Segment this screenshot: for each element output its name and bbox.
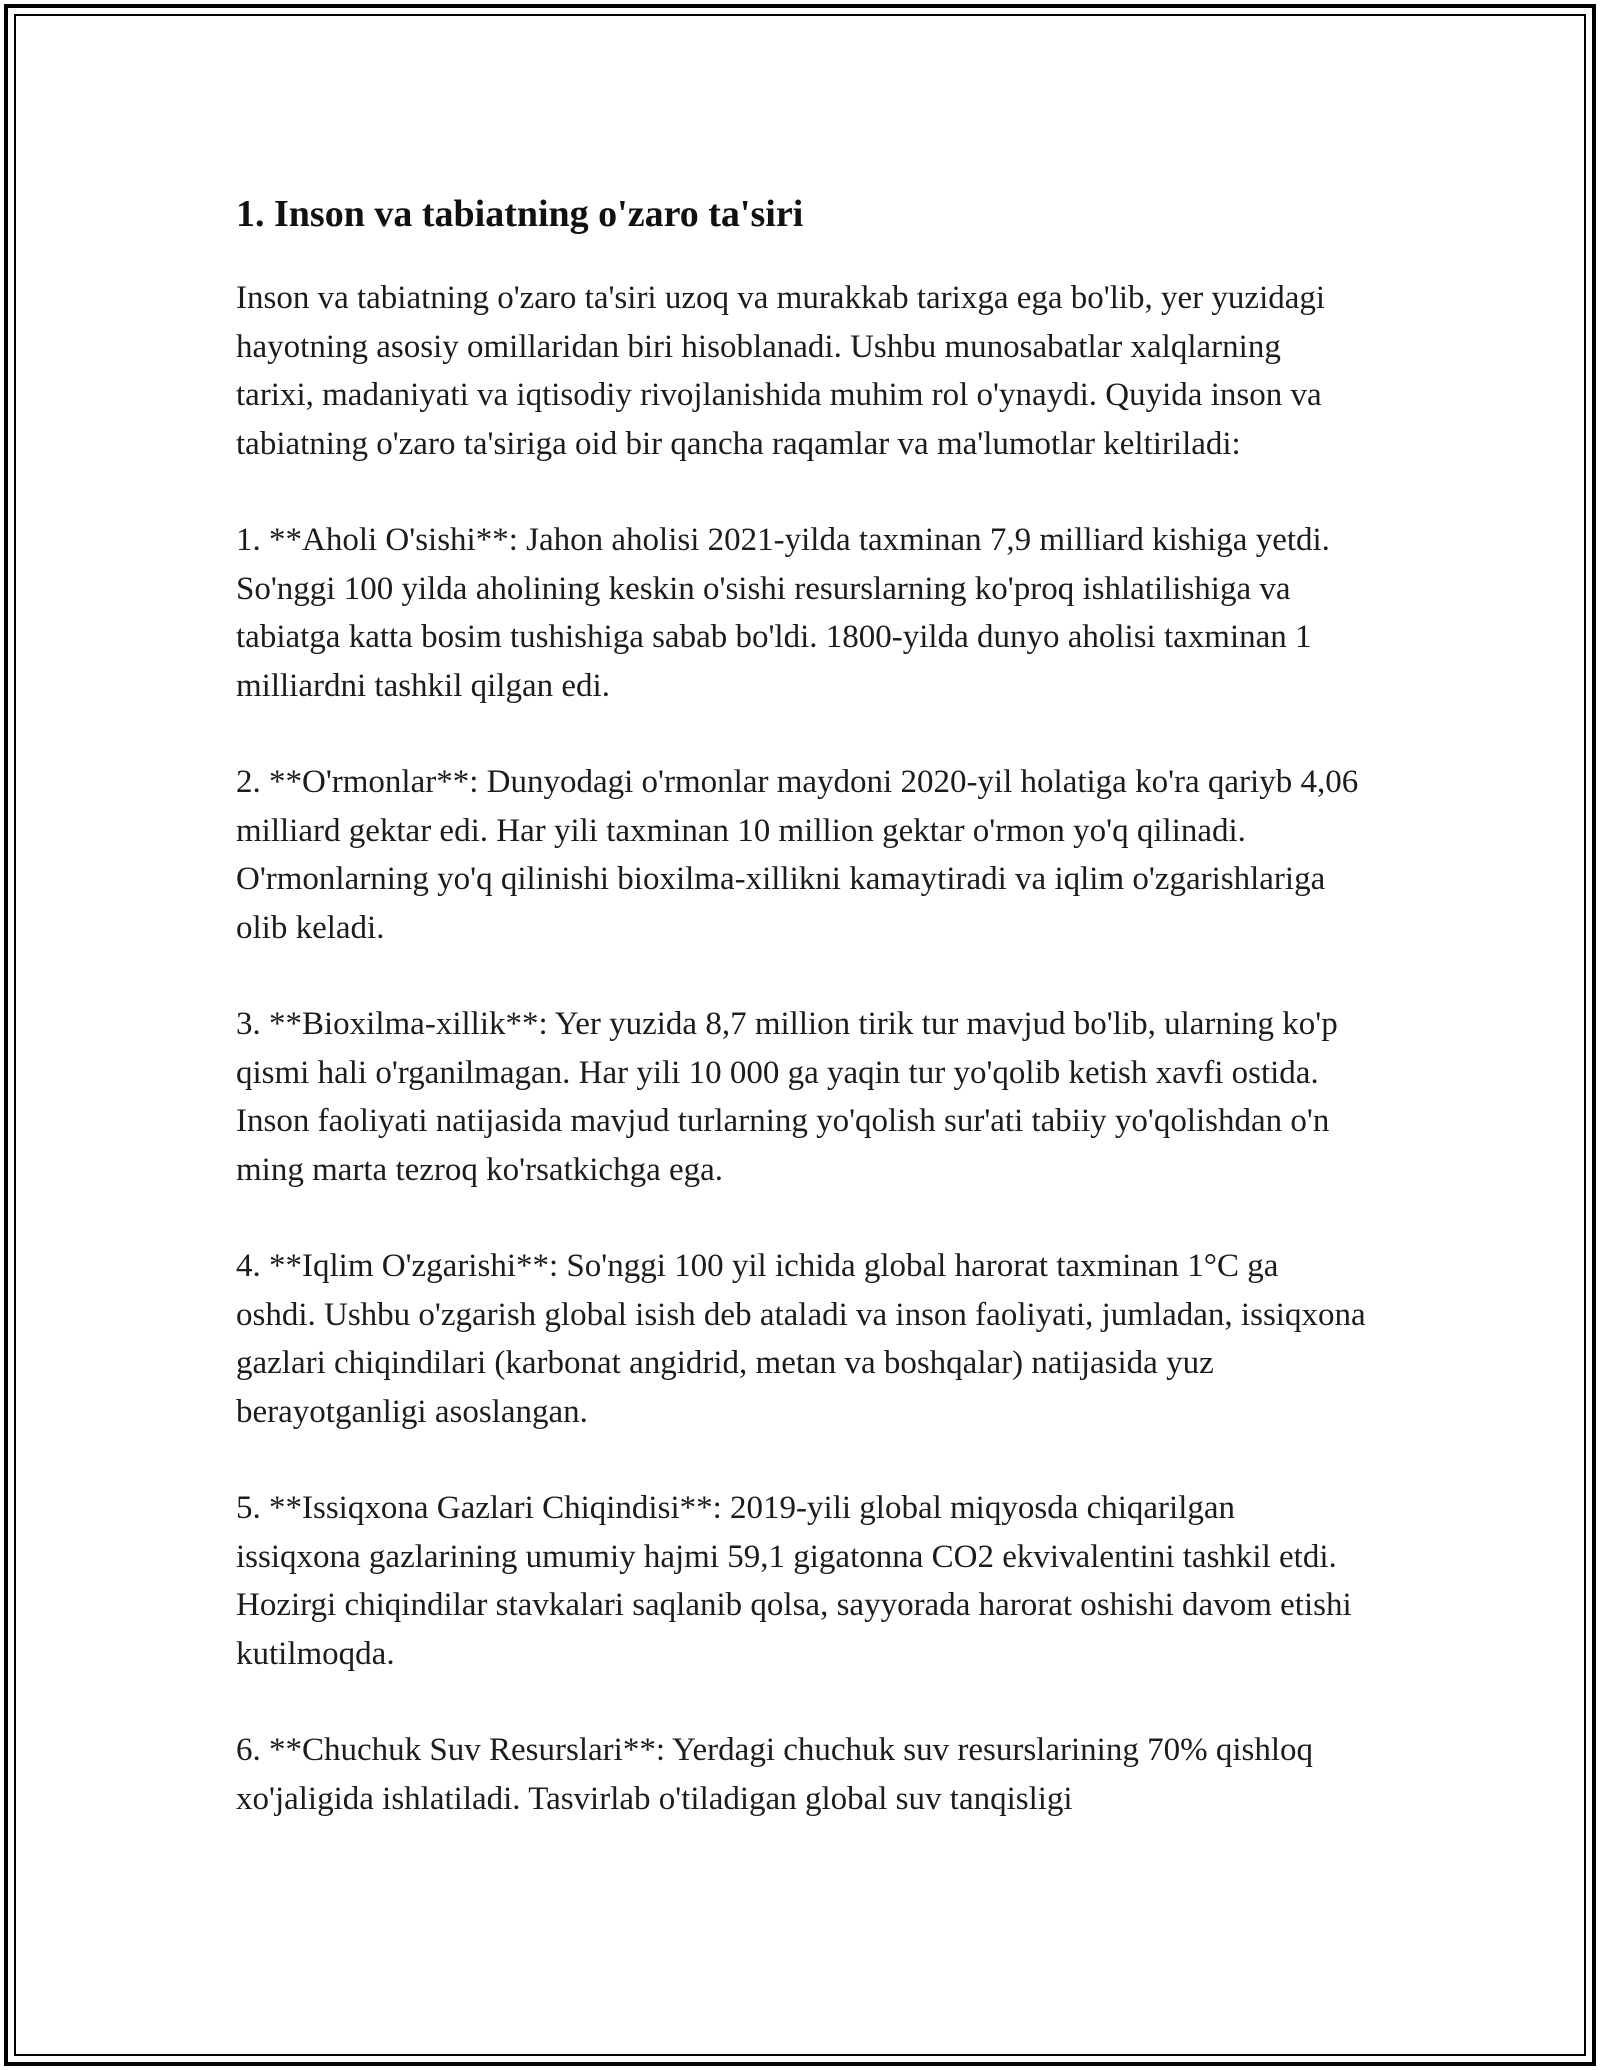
- document-body: [236, 186, 1366, 1871]
- intro-paragraph: Inson va tabiatning o'zaro ta'siri uzoq va murakkab tarixga ega bo'lib, yer yuzidagi hayotning asosiy omillaridan biri hisoblanadi. Ushbu munosabatlar xalqlarning tarixi, madaniyati va iqtisodiy rivojlanishida muhim rol o'ynaydi. Quyida inson va tabiatning o'zaro ta'siriga oid bir qancha raqamlar va ma'lumotlar keltiriladi:: [236, 280, 1326, 462]
- paragraph-population-growth: 1. **Aholi O'sishi**: Jahon aholisi 2021-yilda taxminan 7,9 milliard kishiga yetdi. So'nggi 100 yilda aholining keskin o'sishi resurslarning ko'proq ishlatilishiga va tabiatga katta bosim tushishiga sabab bo'ldi. 1800-yilda dunyo aholisi taxminan 1 milliardni tashkil qilgan edi.: [236, 522, 1330, 704]
- paragraph-biodiversity: 3. **Bioxilma-xillik**: Yer yuzida 8,7 million tirik tur mavjud bo'lib, ularning ko'p qismi hali o'rganilmagan. Har yili 10 000 ga yaqin tur yo'qolib ketish xavfi ostida. Inson faoliyati natijasida mavjud turlarning yo'qolish sur'ati tabiiy yo'qolishdan o'n ming marta tezroq ko'rsatkichga ega.: [236, 1006, 1338, 1188]
- paragraph-greenhouse-emissions: 5. **Issiqxona Gazlari Chiqindisi**: 2019-yili global miqyosda chiqarilgan issiqxona gazlarining umumiy hajmi 59,1 gigatonna CO2 ekvivalentini tashkil etdi. Hozirgi chiqindilar stavkalari saqlanib qolsa, sayyorada harorat oshishi davom etishi kutilmoqda.: [236, 1490, 1352, 1672]
- paragraph-forests: 2. **O'rmonlar**: Dunyodagi o'rmonlar maydoni 2020-yil holatiga ko'ra qariyb 4,06 milliard gektar edi. Har yili taxminan 10 million gektar o'rmon yo'q qilinadi. O'rmonlarning yo'q qilinishi bioxilma-xillikni kamaytiradi va iqlim o'zgarishlariga olib keladi.: [236, 764, 1359, 946]
- paragraph-climate-change: 4. **Iqlim O'zgarishi**: So'nggi 100 yil ichida global harorat taxminan 1°C ga oshdi. Ushbu o'zgarish global isish deb ataladi va inson faoliyati, jumladan, issiqxona gazlari chiqindilari (karbonat angidrid, metan va boshqalar) natijasida yuz berayotganligi asoslangan.: [236, 1248, 1366, 1430]
- paragraph-freshwater-resources: 6. **Chuchuk Suv Resurslari**: Yerdagi chuchuk suv resurslarining 70% qishloq xo'jaligida ishlatiladi. Tasvirlab o'tiladigan global suv tanqisligi: [236, 1732, 1313, 1817]
- document-title: 1. Inson va tabiatning o'zaro ta'siri: [236, 193, 804, 235]
